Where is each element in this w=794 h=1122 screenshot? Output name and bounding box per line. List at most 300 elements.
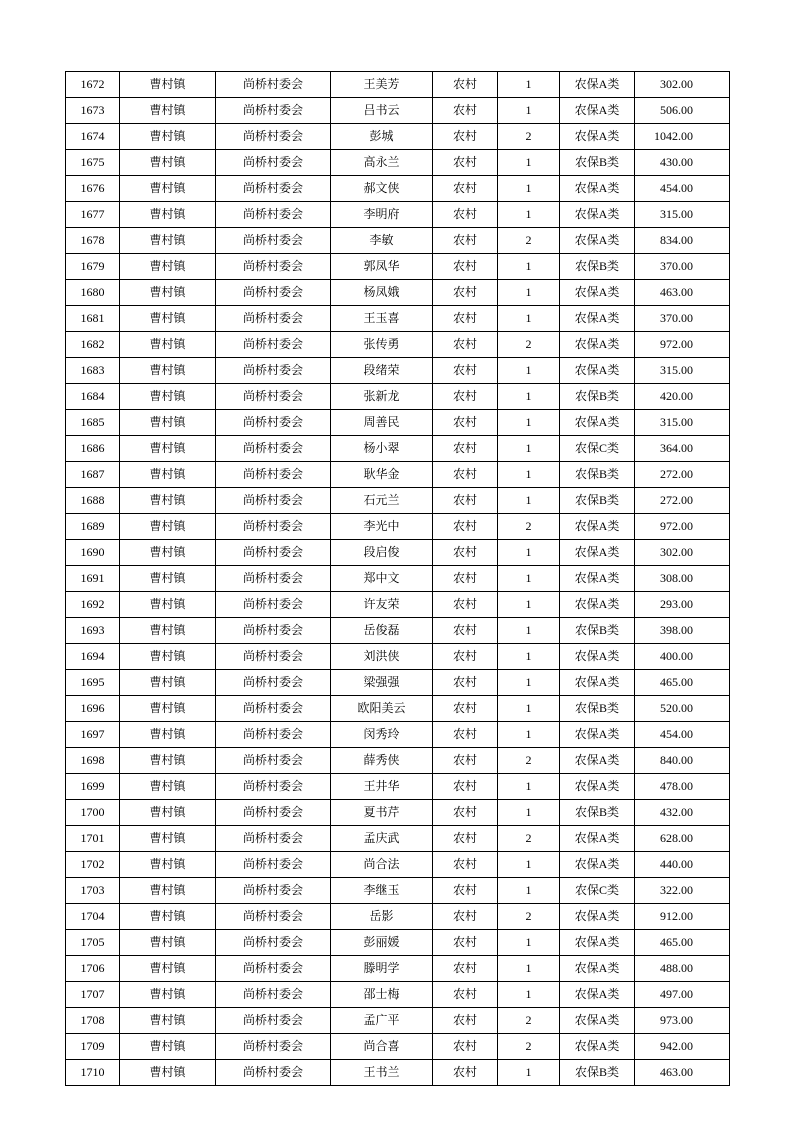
cell-village: 尚桥村委会 bbox=[216, 332, 331, 358]
cell-amount: 463.00 bbox=[635, 280, 730, 306]
cell-category: 农保A类 bbox=[560, 228, 635, 254]
cell-id: 1688 bbox=[66, 488, 120, 514]
cell-amount: 454.00 bbox=[635, 722, 730, 748]
table-row bbox=[66, 644, 730, 670]
cell-count: 1 bbox=[498, 384, 560, 410]
cell-count: 2 bbox=[498, 228, 560, 254]
cell-village: 尚桥村委会 bbox=[216, 774, 331, 800]
cell-category: 农保A类 bbox=[560, 202, 635, 228]
pension-roster-table bbox=[65, 71, 730, 1086]
cell-category: 农保A类 bbox=[560, 566, 635, 592]
cell-count: 1 bbox=[498, 358, 560, 384]
cell-village: 尚桥村委会 bbox=[216, 176, 331, 202]
cell-type: 农村 bbox=[433, 202, 498, 228]
cell-count: 1 bbox=[498, 800, 560, 826]
cell-count: 2 bbox=[498, 748, 560, 774]
cell-type: 农村 bbox=[433, 462, 498, 488]
cell-count: 2 bbox=[498, 1008, 560, 1034]
cell-category: 农保A类 bbox=[560, 956, 635, 982]
cell-type: 农村 bbox=[433, 488, 498, 514]
cell-count: 2 bbox=[498, 332, 560, 358]
cell-town: 曹村镇 bbox=[120, 1008, 216, 1034]
cell-name: 王书兰 bbox=[331, 1060, 433, 1086]
cell-name: 尚合喜 bbox=[331, 1034, 433, 1060]
table-row bbox=[66, 358, 730, 384]
table-row bbox=[66, 800, 730, 826]
table-row bbox=[66, 1008, 730, 1034]
cell-village: 尚桥村委会 bbox=[216, 826, 331, 852]
cell-category: 农保A类 bbox=[560, 176, 635, 202]
cell-name: 薛秀侠 bbox=[331, 748, 433, 774]
cell-town: 曹村镇 bbox=[120, 904, 216, 930]
cell-town: 曹村镇 bbox=[120, 982, 216, 1008]
cell-category: 农保A类 bbox=[560, 124, 635, 150]
cell-type: 农村 bbox=[433, 826, 498, 852]
cell-town: 曹村镇 bbox=[120, 644, 216, 670]
table-row bbox=[66, 488, 730, 514]
cell-type: 农村 bbox=[433, 254, 498, 280]
cell-town: 曹村镇 bbox=[120, 384, 216, 410]
cell-village: 尚桥村委会 bbox=[216, 254, 331, 280]
cell-id: 1694 bbox=[66, 644, 120, 670]
cell-amount: 463.00 bbox=[635, 1060, 730, 1086]
table-row bbox=[66, 982, 730, 1008]
table-row bbox=[66, 176, 730, 202]
cell-category: 农保B类 bbox=[560, 488, 635, 514]
cell-type: 农村 bbox=[433, 592, 498, 618]
cell-id: 1681 bbox=[66, 306, 120, 332]
cell-count: 2 bbox=[498, 124, 560, 150]
table-row bbox=[66, 436, 730, 462]
cell-id: 1690 bbox=[66, 540, 120, 566]
cell-id: 1692 bbox=[66, 592, 120, 618]
cell-name: 周善民 bbox=[331, 410, 433, 436]
cell-village: 尚桥村委会 bbox=[216, 462, 331, 488]
cell-town: 曹村镇 bbox=[120, 72, 216, 98]
cell-type: 农村 bbox=[433, 150, 498, 176]
cell-village: 尚桥村委会 bbox=[216, 878, 331, 904]
cell-count: 2 bbox=[498, 904, 560, 930]
cell-amount: 454.00 bbox=[635, 176, 730, 202]
cell-village: 尚桥村委会 bbox=[216, 514, 331, 540]
cell-amount: 506.00 bbox=[635, 98, 730, 124]
cell-count: 1 bbox=[498, 150, 560, 176]
cell-amount: 432.00 bbox=[635, 800, 730, 826]
cell-count: 1 bbox=[498, 488, 560, 514]
cell-category: 农保A类 bbox=[560, 644, 635, 670]
cell-name: 李敏 bbox=[331, 228, 433, 254]
cell-count: 1 bbox=[498, 670, 560, 696]
table-row bbox=[66, 722, 730, 748]
cell-town: 曹村镇 bbox=[120, 150, 216, 176]
cell-amount: 912.00 bbox=[635, 904, 730, 930]
cell-id: 1685 bbox=[66, 410, 120, 436]
cell-amount: 840.00 bbox=[635, 748, 730, 774]
table-row bbox=[66, 852, 730, 878]
cell-village: 尚桥村委会 bbox=[216, 124, 331, 150]
cell-category: 农保A类 bbox=[560, 930, 635, 956]
table-row bbox=[66, 228, 730, 254]
cell-amount: 272.00 bbox=[635, 488, 730, 514]
cell-id: 1675 bbox=[66, 150, 120, 176]
cell-count: 1 bbox=[498, 878, 560, 904]
cell-village: 尚桥村委会 bbox=[216, 384, 331, 410]
cell-village: 尚桥村委会 bbox=[216, 670, 331, 696]
table-row bbox=[66, 202, 730, 228]
cell-type: 农村 bbox=[433, 280, 498, 306]
cell-village: 尚桥村委会 bbox=[216, 72, 331, 98]
cell-amount: 272.00 bbox=[635, 462, 730, 488]
cell-type: 农村 bbox=[433, 358, 498, 384]
cell-amount: 488.00 bbox=[635, 956, 730, 982]
cell-type: 农村 bbox=[433, 124, 498, 150]
cell-name: 彭城 bbox=[331, 124, 433, 150]
cell-id: 1679 bbox=[66, 254, 120, 280]
cell-type: 农村 bbox=[433, 540, 498, 566]
cell-name: 李光中 bbox=[331, 514, 433, 540]
cell-count: 1 bbox=[498, 982, 560, 1008]
cell-town: 曹村镇 bbox=[120, 462, 216, 488]
cell-amount: 370.00 bbox=[635, 254, 730, 280]
cell-amount: 972.00 bbox=[635, 332, 730, 358]
cell-category: 农保C类 bbox=[560, 436, 635, 462]
cell-village: 尚桥村委会 bbox=[216, 540, 331, 566]
table-row bbox=[66, 540, 730, 566]
cell-count: 2 bbox=[498, 514, 560, 540]
cell-count: 1 bbox=[498, 644, 560, 670]
cell-count: 1 bbox=[498, 202, 560, 228]
table-row bbox=[66, 930, 730, 956]
cell-town: 曹村镇 bbox=[120, 800, 216, 826]
cell-type: 农村 bbox=[433, 774, 498, 800]
cell-id: 1686 bbox=[66, 436, 120, 462]
cell-category: 农保B类 bbox=[560, 618, 635, 644]
cell-category: 农保A类 bbox=[560, 98, 635, 124]
cell-town: 曹村镇 bbox=[120, 670, 216, 696]
cell-village: 尚桥村委会 bbox=[216, 696, 331, 722]
cell-type: 农村 bbox=[433, 852, 498, 878]
cell-town: 曹村镇 bbox=[120, 436, 216, 462]
table-row bbox=[66, 384, 730, 410]
cell-town: 曹村镇 bbox=[120, 332, 216, 358]
cell-type: 农村 bbox=[433, 748, 498, 774]
cell-count: 1 bbox=[498, 436, 560, 462]
cell-type: 农村 bbox=[433, 384, 498, 410]
cell-name: 岳俊磊 bbox=[331, 618, 433, 644]
cell-town: 曹村镇 bbox=[120, 930, 216, 956]
cell-category: 农保B类 bbox=[560, 462, 635, 488]
cell-village: 尚桥村委会 bbox=[216, 150, 331, 176]
table-row bbox=[66, 826, 730, 852]
cell-category: 农保A类 bbox=[560, 332, 635, 358]
cell-name: 耿华金 bbox=[331, 462, 433, 488]
cell-name: 彭丽媛 bbox=[331, 930, 433, 956]
cell-village: 尚桥村委会 bbox=[216, 592, 331, 618]
cell-id: 1697 bbox=[66, 722, 120, 748]
cell-id: 1710 bbox=[66, 1060, 120, 1086]
cell-category: 农保B类 bbox=[560, 254, 635, 280]
cell-village: 尚桥村委会 bbox=[216, 410, 331, 436]
cell-amount: 430.00 bbox=[635, 150, 730, 176]
cell-amount: 364.00 bbox=[635, 436, 730, 462]
cell-category: 农保A类 bbox=[560, 306, 635, 332]
cell-id: 1703 bbox=[66, 878, 120, 904]
cell-count: 1 bbox=[498, 1060, 560, 1086]
cell-town: 曹村镇 bbox=[120, 254, 216, 280]
cell-town: 曹村镇 bbox=[120, 358, 216, 384]
cell-id: 1673 bbox=[66, 98, 120, 124]
table-row bbox=[66, 332, 730, 358]
cell-id: 1701 bbox=[66, 826, 120, 852]
cell-count: 1 bbox=[498, 410, 560, 436]
cell-id: 1680 bbox=[66, 280, 120, 306]
cell-id: 1708 bbox=[66, 1008, 120, 1034]
cell-type: 农村 bbox=[433, 176, 498, 202]
cell-amount: 465.00 bbox=[635, 930, 730, 956]
cell-id: 1684 bbox=[66, 384, 120, 410]
table-row bbox=[66, 124, 730, 150]
cell-name: 王井华 bbox=[331, 774, 433, 800]
cell-town: 曹村镇 bbox=[120, 176, 216, 202]
cell-village: 尚桥村委会 bbox=[216, 1060, 331, 1086]
cell-amount: 1042.00 bbox=[635, 124, 730, 150]
table-row bbox=[66, 670, 730, 696]
cell-category: 农保A类 bbox=[560, 540, 635, 566]
cell-town: 曹村镇 bbox=[120, 696, 216, 722]
cell-count: 1 bbox=[498, 592, 560, 618]
cell-village: 尚桥村委会 bbox=[216, 852, 331, 878]
table-row bbox=[66, 774, 730, 800]
cell-amount: 315.00 bbox=[635, 358, 730, 384]
cell-category: 农保B类 bbox=[560, 696, 635, 722]
cell-village: 尚桥村委会 bbox=[216, 228, 331, 254]
cell-town: 曹村镇 bbox=[120, 280, 216, 306]
cell-id: 1683 bbox=[66, 358, 120, 384]
cell-id: 1706 bbox=[66, 956, 120, 982]
cell-name: 郝文侠 bbox=[331, 176, 433, 202]
cell-village: 尚桥村委会 bbox=[216, 202, 331, 228]
cell-village: 尚桥村委会 bbox=[216, 722, 331, 748]
cell-name: 李继玉 bbox=[331, 878, 433, 904]
cell-amount: 972.00 bbox=[635, 514, 730, 540]
cell-amount: 315.00 bbox=[635, 410, 730, 436]
cell-id: 1674 bbox=[66, 124, 120, 150]
cell-town: 曹村镇 bbox=[120, 618, 216, 644]
cell-town: 曹村镇 bbox=[120, 826, 216, 852]
cell-category: 农保A类 bbox=[560, 280, 635, 306]
cell-type: 农村 bbox=[433, 904, 498, 930]
cell-type: 农村 bbox=[433, 98, 498, 124]
cell-amount: 440.00 bbox=[635, 852, 730, 878]
cell-amount: 420.00 bbox=[635, 384, 730, 410]
cell-category: 农保A类 bbox=[560, 592, 635, 618]
cell-type: 农村 bbox=[433, 1060, 498, 1086]
cell-type: 农村 bbox=[433, 982, 498, 1008]
cell-category: 农保A类 bbox=[560, 514, 635, 540]
cell-amount: 834.00 bbox=[635, 228, 730, 254]
cell-type: 农村 bbox=[433, 566, 498, 592]
cell-type: 农村 bbox=[433, 514, 498, 540]
cell-village: 尚桥村委会 bbox=[216, 436, 331, 462]
cell-id: 1695 bbox=[66, 670, 120, 696]
cell-id: 1689 bbox=[66, 514, 120, 540]
cell-village: 尚桥村委会 bbox=[216, 644, 331, 670]
cell-name: 张传勇 bbox=[331, 332, 433, 358]
cell-category: 农保A类 bbox=[560, 982, 635, 1008]
cell-town: 曹村镇 bbox=[120, 592, 216, 618]
table-body bbox=[66, 72, 730, 1086]
table-row bbox=[66, 566, 730, 592]
cell-id: 1698 bbox=[66, 748, 120, 774]
cell-amount: 293.00 bbox=[635, 592, 730, 618]
cell-town: 曹村镇 bbox=[120, 514, 216, 540]
cell-amount: 370.00 bbox=[635, 306, 730, 332]
cell-town: 曹村镇 bbox=[120, 748, 216, 774]
cell-category: 农保A类 bbox=[560, 410, 635, 436]
cell-type: 农村 bbox=[433, 722, 498, 748]
cell-id: 1704 bbox=[66, 904, 120, 930]
cell-name: 邵士梅 bbox=[331, 982, 433, 1008]
cell-category: 农保A类 bbox=[560, 722, 635, 748]
table-row bbox=[66, 254, 730, 280]
cell-town: 曹村镇 bbox=[120, 566, 216, 592]
cell-id: 1702 bbox=[66, 852, 120, 878]
cell-amount: 628.00 bbox=[635, 826, 730, 852]
cell-town: 曹村镇 bbox=[120, 410, 216, 436]
cell-count: 1 bbox=[498, 930, 560, 956]
cell-town: 曹村镇 bbox=[120, 852, 216, 878]
cell-category: 农保A类 bbox=[560, 72, 635, 98]
cell-count: 1 bbox=[498, 722, 560, 748]
cell-name: 刘洪侠 bbox=[331, 644, 433, 670]
cell-village: 尚桥村委会 bbox=[216, 956, 331, 982]
cell-name: 孟庆武 bbox=[331, 826, 433, 852]
cell-count: 2 bbox=[498, 826, 560, 852]
table-row bbox=[66, 618, 730, 644]
table-row bbox=[66, 462, 730, 488]
cell-type: 农村 bbox=[433, 618, 498, 644]
cell-town: 曹村镇 bbox=[120, 956, 216, 982]
cell-town: 曹村镇 bbox=[120, 202, 216, 228]
cell-id: 1709 bbox=[66, 1034, 120, 1060]
cell-amount: 302.00 bbox=[635, 540, 730, 566]
cell-amount: 478.00 bbox=[635, 774, 730, 800]
cell-amount: 942.00 bbox=[635, 1034, 730, 1060]
table-row bbox=[66, 878, 730, 904]
cell-id: 1696 bbox=[66, 696, 120, 722]
cell-type: 农村 bbox=[433, 956, 498, 982]
cell-count: 1 bbox=[498, 540, 560, 566]
cell-id: 1676 bbox=[66, 176, 120, 202]
cell-type: 农村 bbox=[433, 1034, 498, 1060]
cell-id: 1687 bbox=[66, 462, 120, 488]
cell-village: 尚桥村委会 bbox=[216, 800, 331, 826]
cell-amount: 398.00 bbox=[635, 618, 730, 644]
cell-id: 1682 bbox=[66, 332, 120, 358]
cell-amount: 973.00 bbox=[635, 1008, 730, 1034]
table-row bbox=[66, 98, 730, 124]
cell-count: 1 bbox=[498, 176, 560, 202]
cell-name: 王美芳 bbox=[331, 72, 433, 98]
cell-count: 1 bbox=[498, 852, 560, 878]
cell-name: 李明府 bbox=[331, 202, 433, 228]
cell-name: 孟广平 bbox=[331, 1008, 433, 1034]
cell-town: 曹村镇 bbox=[120, 878, 216, 904]
cell-village: 尚桥村委会 bbox=[216, 1008, 331, 1034]
table-row bbox=[66, 410, 730, 436]
cell-type: 农村 bbox=[433, 332, 498, 358]
cell-count: 2 bbox=[498, 1034, 560, 1060]
cell-count: 1 bbox=[498, 462, 560, 488]
table-row bbox=[66, 748, 730, 774]
cell-village: 尚桥村委会 bbox=[216, 618, 331, 644]
cell-village: 尚桥村委会 bbox=[216, 982, 331, 1008]
cell-count: 1 bbox=[498, 72, 560, 98]
cell-id: 1707 bbox=[66, 982, 120, 1008]
table-row bbox=[66, 150, 730, 176]
cell-amount: 322.00 bbox=[635, 878, 730, 904]
cell-amount: 465.00 bbox=[635, 670, 730, 696]
cell-type: 农村 bbox=[433, 800, 498, 826]
cell-village: 尚桥村委会 bbox=[216, 98, 331, 124]
cell-id: 1700 bbox=[66, 800, 120, 826]
cell-amount: 520.00 bbox=[635, 696, 730, 722]
cell-count: 1 bbox=[498, 254, 560, 280]
cell-name: 郑中文 bbox=[331, 566, 433, 592]
cell-type: 农村 bbox=[433, 72, 498, 98]
cell-village: 尚桥村委会 bbox=[216, 1034, 331, 1060]
cell-category: 农保B类 bbox=[560, 800, 635, 826]
table-row bbox=[66, 514, 730, 540]
cell-name: 欧阳美云 bbox=[331, 696, 433, 722]
cell-amount: 497.00 bbox=[635, 982, 730, 1008]
table-row bbox=[66, 1060, 730, 1086]
cell-name: 王玉喜 bbox=[331, 306, 433, 332]
cell-category: 农保B类 bbox=[560, 384, 635, 410]
cell-name: 梁强强 bbox=[331, 670, 433, 696]
cell-town: 曹村镇 bbox=[120, 1034, 216, 1060]
cell-town: 曹村镇 bbox=[120, 98, 216, 124]
cell-village: 尚桥村委会 bbox=[216, 930, 331, 956]
table-row bbox=[66, 72, 730, 98]
cell-village: 尚桥村委会 bbox=[216, 306, 331, 332]
cell-name: 石元兰 bbox=[331, 488, 433, 514]
cell-id: 1678 bbox=[66, 228, 120, 254]
cell-name: 吕书云 bbox=[331, 98, 433, 124]
cell-category: 农保A类 bbox=[560, 358, 635, 384]
cell-amount: 302.00 bbox=[635, 72, 730, 98]
cell-id: 1677 bbox=[66, 202, 120, 228]
cell-type: 农村 bbox=[433, 696, 498, 722]
cell-count: 1 bbox=[498, 566, 560, 592]
cell-town: 曹村镇 bbox=[120, 1060, 216, 1086]
cell-type: 农村 bbox=[433, 670, 498, 696]
cell-amount: 400.00 bbox=[635, 644, 730, 670]
table-row bbox=[66, 904, 730, 930]
table-row bbox=[66, 1034, 730, 1060]
cell-id: 1691 bbox=[66, 566, 120, 592]
cell-name: 段绪荣 bbox=[331, 358, 433, 384]
cell-count: 1 bbox=[498, 618, 560, 644]
cell-village: 尚桥村委会 bbox=[216, 904, 331, 930]
cell-village: 尚桥村委会 bbox=[216, 566, 331, 592]
cell-id: 1672 bbox=[66, 72, 120, 98]
cell-type: 农村 bbox=[433, 228, 498, 254]
cell-name: 闵秀玲 bbox=[331, 722, 433, 748]
cell-town: 曹村镇 bbox=[120, 228, 216, 254]
cell-category: 农保A类 bbox=[560, 852, 635, 878]
cell-name: 高永兰 bbox=[331, 150, 433, 176]
